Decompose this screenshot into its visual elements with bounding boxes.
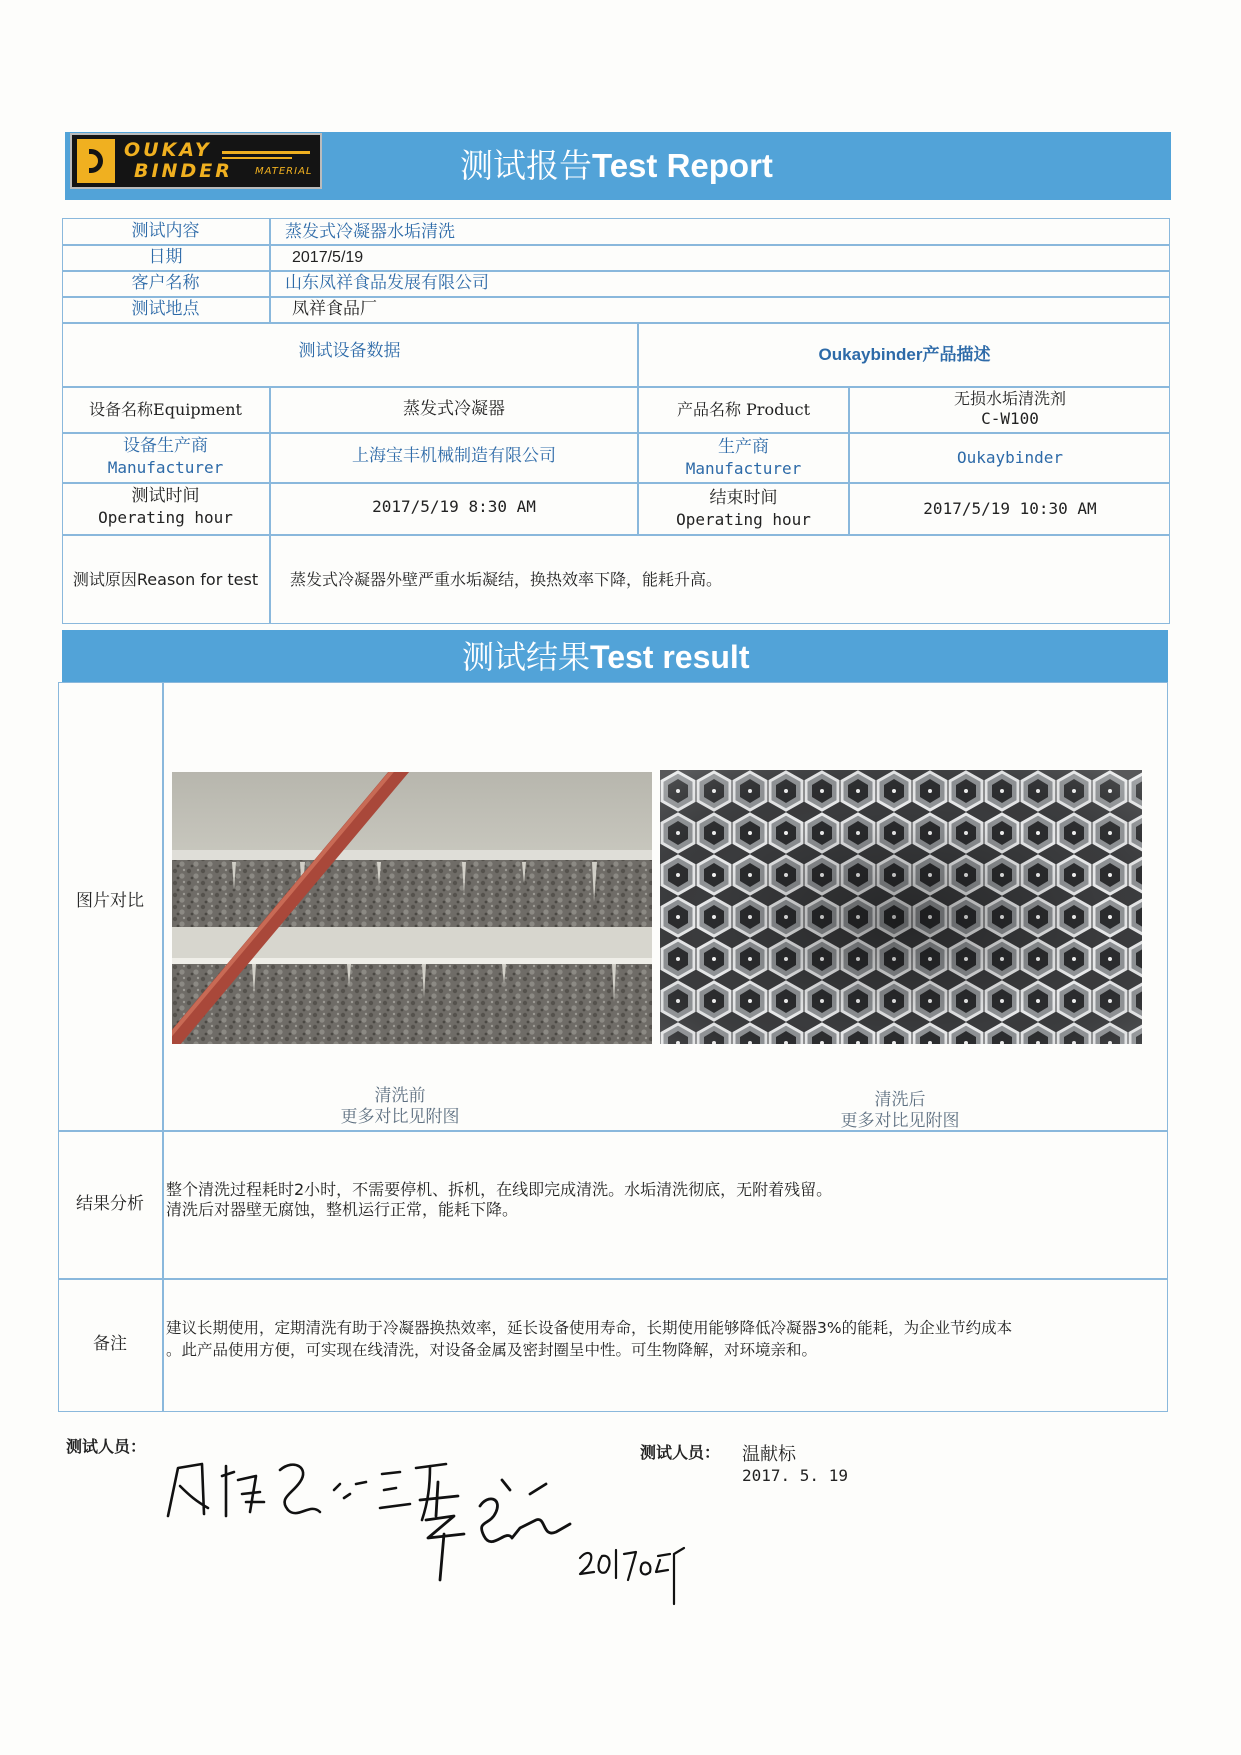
before-cleaning-photo [172,772,652,1044]
product-name-line1: 无损水垢清洗剂 [953,389,1066,408]
start-time-label-cn: 测试时间 [131,486,200,507]
producer-value: Oukaybinder [957,448,1063,467]
remark-line-1: 建议长期使用，定期清洗有助于冷凝器换热效率，延长设备使用寿命，长期使用能够降低冷凝器3%的能耗，为企业节约成本 [166,1319,1013,1337]
result-title-cn: 测试结果 [462,638,591,676]
tester-name-right: 温献标 [742,1444,796,1465]
before-caption-note: 更多对比见附图 [340,1107,460,1127]
equipment-name-label: 设备名称Equipment [89,400,242,419]
producer-label-en: Manufacturer [685,458,802,478]
remark-text [166,1318,1166,1370]
after-cleaning-photo [660,770,1142,1044]
manufacturer-label [62,432,269,482]
reason-label: 测试原因Reason for test [72,570,259,589]
end-time-label-cn: 结束时间 [709,488,778,509]
producer-label [639,434,848,482]
report-title [460,140,820,190]
producer-label-cn: 生产商 [718,437,769,458]
after-caption-title: 清洗后 [874,1089,926,1110]
handwritten-tester-signature [410,1476,580,1586]
result-title-en: Test result [590,639,750,675]
equipment-data-header: 测试设备数据 [298,341,401,362]
product-name-label: 产品名称 Product [676,400,811,419]
start-time-label-en: Operating hour [98,507,233,527]
logo-text-top: OUKAY [124,139,212,161]
location-label: 测试地点 [131,299,200,320]
after-caption-note: 更多对比见附图 [840,1111,960,1131]
logo-stripe [222,151,310,154]
equipment-name-value: 蒸发式冷凝器 [403,399,505,420]
manufacturer-label-cn: 设备生产商 [123,436,208,457]
report-title-cn: 测试报告 [460,146,592,185]
before-caption-title: 清洗前 [374,1085,426,1106]
product-name-value [850,386,1170,432]
end-time-label-en: Operating hour [676,509,811,529]
result-title [462,632,802,680]
content-label: 测试内容 [131,221,200,242]
end-time-value: 2017/5/19 10:30 AM [923,499,1097,518]
start-time-value: 2017/5/19 8:30 AM [372,497,536,516]
analysis-label: 结果分析 [76,1194,144,1215]
tester-label-right: 测试人员： [640,1443,721,1462]
logo-text-bottom: BINDER [134,160,233,182]
reason-value: 蒸发式冷凝器外壁严重水垢凝结，换热效率下降，能耗升高。 [290,570,723,589]
tester-date-right: 2017. 5. 19 [742,1466,848,1485]
before-caption [280,1084,520,1130]
date-label: 日期 [148,247,183,268]
location-value: 凤祥食品厂 [292,299,377,320]
remark-line-2: 。此产品使用方便，可实现在线清洗，对设备金属及密封圈呈中性。可生物降解，对环境亲和。 [166,1340,818,1359]
product-name-line2: C-W100 [981,409,1039,428]
product-description-header: Oukaybinder产品描述 [818,345,991,365]
after-caption [780,1088,1020,1134]
company-logo [70,133,322,189]
analysis-text [166,1180,1156,1230]
photo-comparison-label: 图片对比 [76,891,144,912]
date-value: 2017/5/19 [292,249,364,266]
content-value: 蒸发式冷凝器水垢清洗 [285,222,455,243]
end-time-label [639,484,848,534]
start-time-label [62,482,269,532]
client-label: 客户名称 [131,273,200,294]
manufacturer-label-en: Manufacturer [107,457,224,477]
logo-stripe-2 [222,157,292,159]
tester-label-left: 测试人员： [66,1437,147,1456]
analysis-line-1: 整个清洗过程耗时2小时，不需要停机、拆机，在线即完成清洗。水垢清洗彻底，无附着残留。 [166,1180,833,1199]
handwritten-signature-date [576,1540,686,1610]
logo-subtext: MATERIAL [255,166,313,177]
manufacturer-value: 上海宝丰机械制造有限公司 [352,446,556,467]
logo-mark-icon [77,139,115,183]
report-title-en: Test Report [592,147,773,184]
analysis-line-2: 清洗后对器壁无腐蚀，整机运行正常，能耗下降。 [166,1200,519,1219]
client-value: 山东凤祥食品发展有限公司 [285,273,489,294]
remark-label: 备注 [93,1334,127,1355]
